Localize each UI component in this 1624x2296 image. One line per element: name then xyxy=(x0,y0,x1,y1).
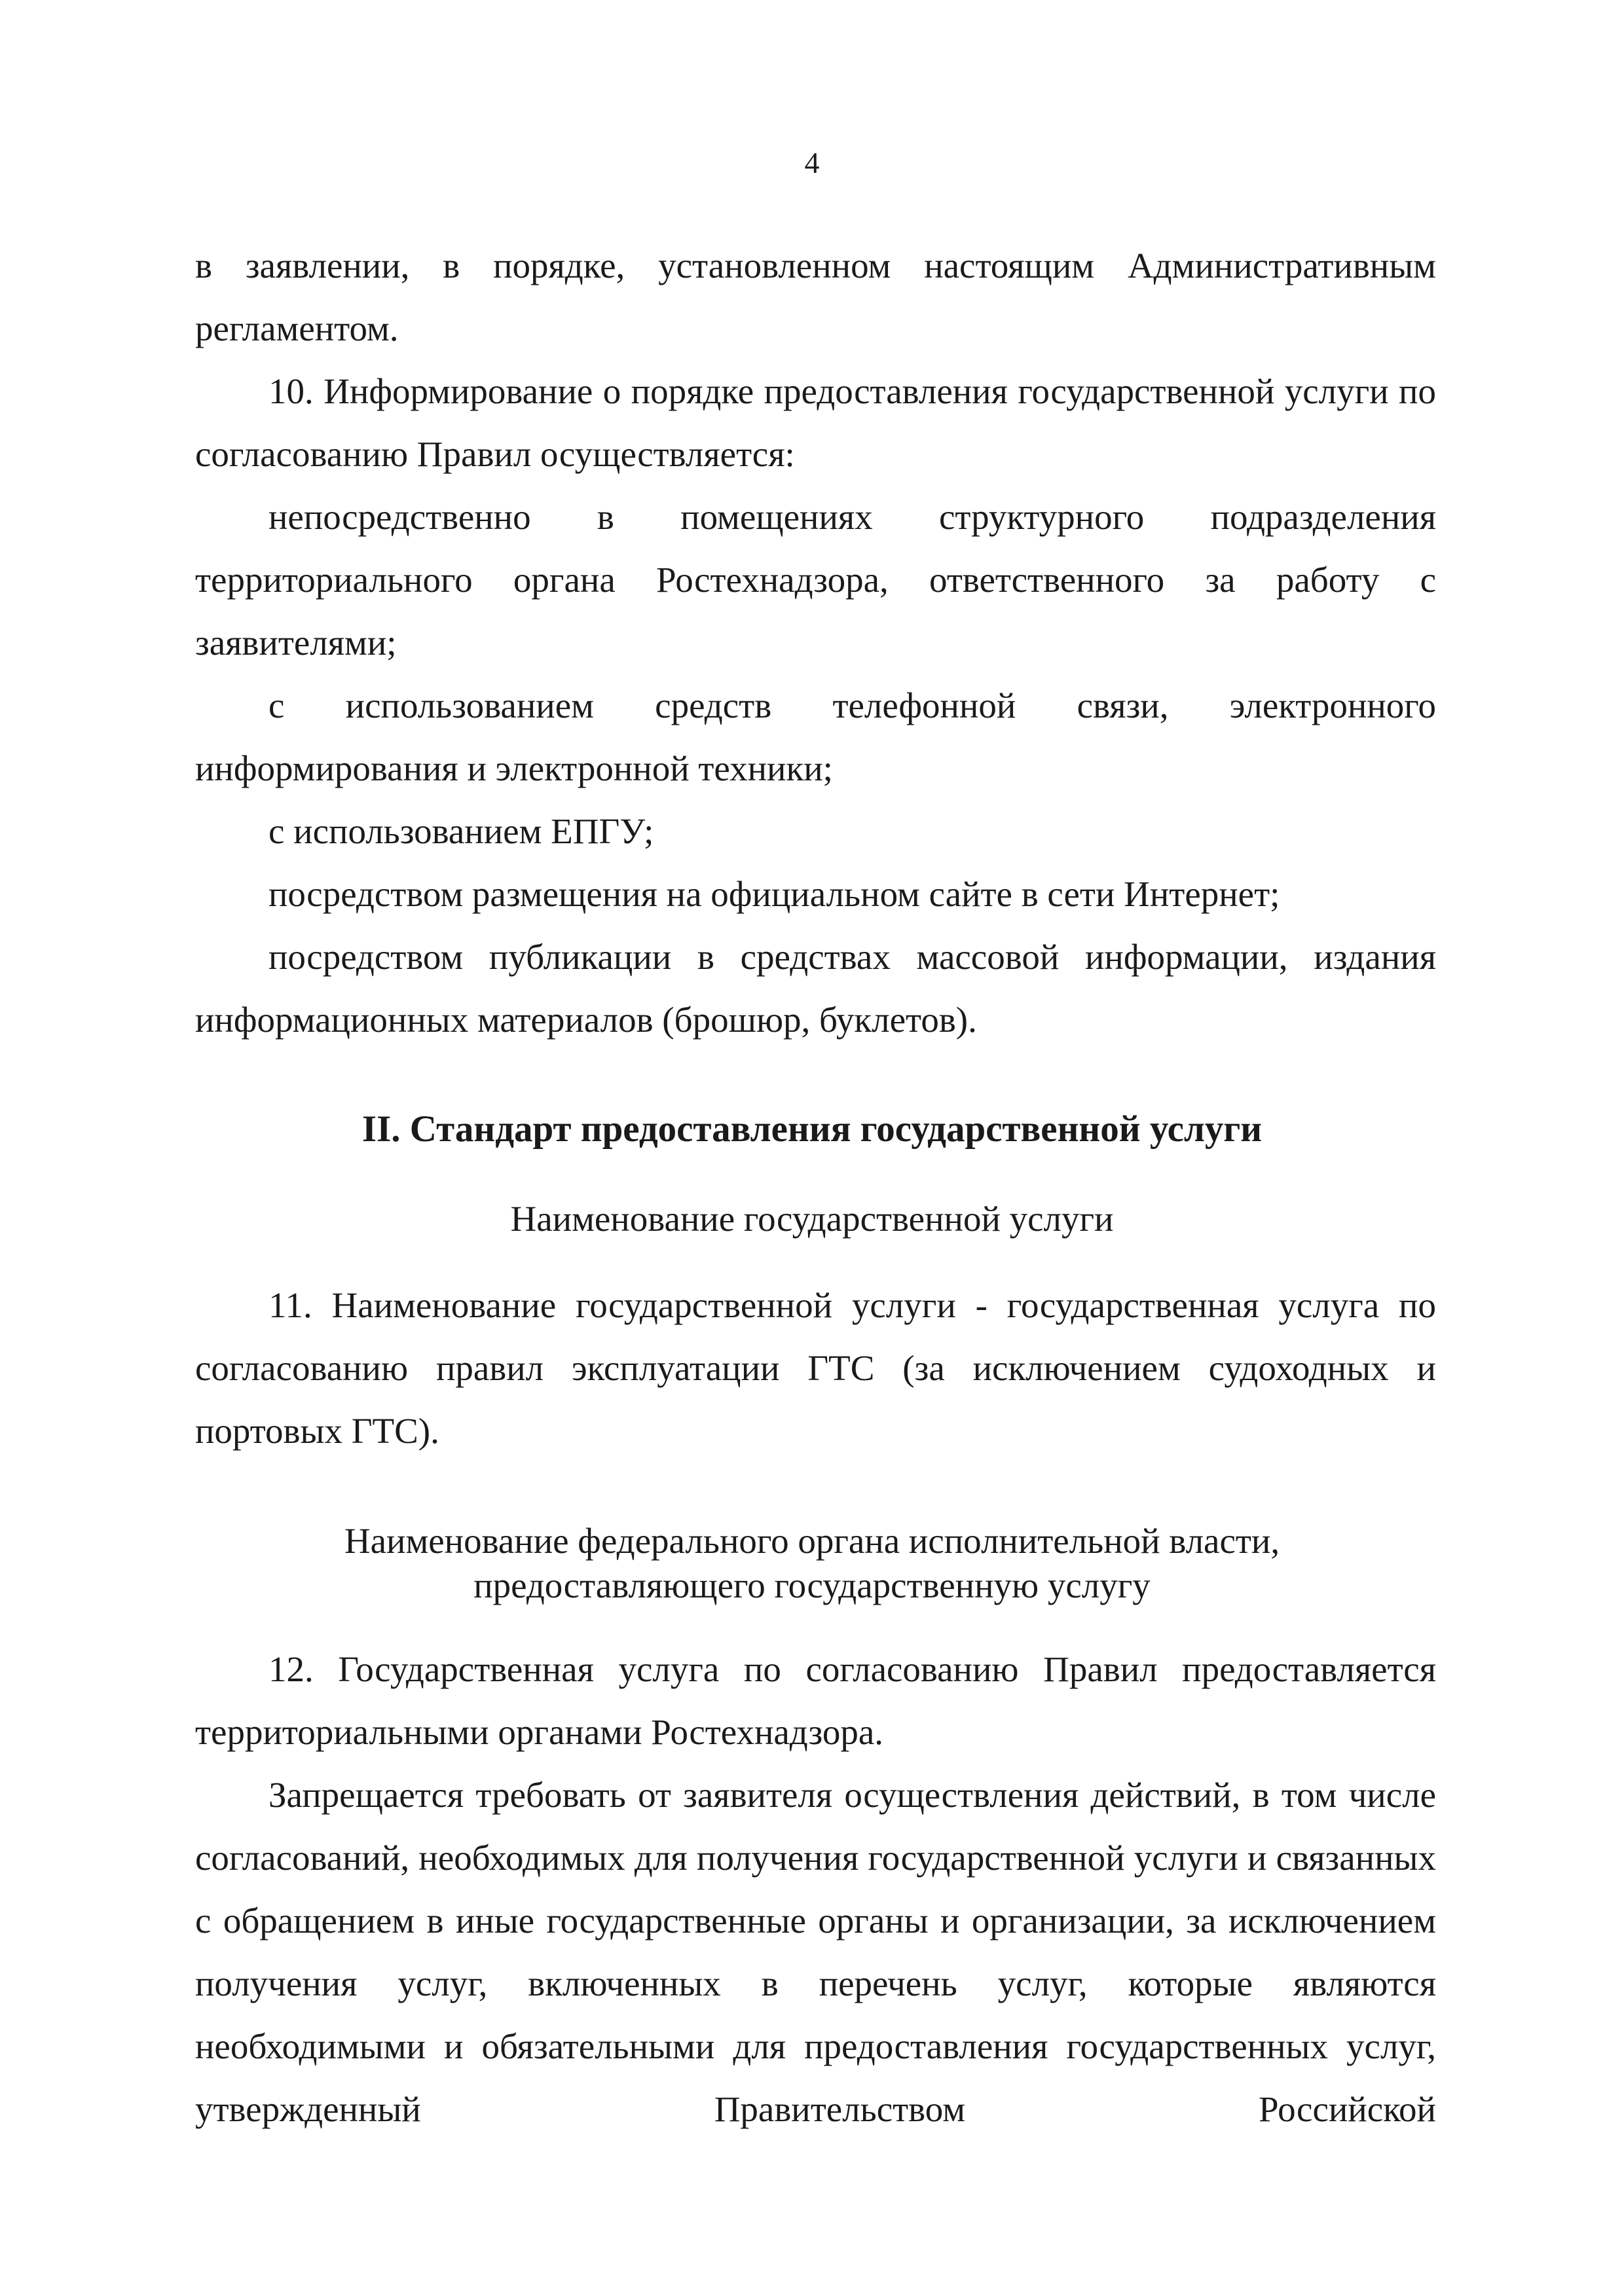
paragraph-prohibition: Запрещается требовать от заявителя осуществления действий, в том числе согласований, необходимых для получения государственной услуги и связанных с обращением в иные государственные органы и организации, за исключением получения услуг, включенных в перечень услуг, которые являются необходимыми и обязательными для предоставления государственных услуг, утвержденный Правительством Российской xyxy=(195,1775,1436,2129)
subtitle-authority-line1: Наименование федерального органа исполнительной власти, xyxy=(344,1521,1280,1561)
page-number: 4 xyxy=(804,146,820,179)
paragraph-info-website: посредством размещения на официальном сайте в сети Интернет; xyxy=(268,874,1280,914)
paragraph-12: 12. Государственная услуга по согласованию Правил предоставляется территориальными органами Ростехнадзора. xyxy=(195,1649,1436,1752)
subtitle-service-name: Наименование государственной услуги xyxy=(510,1199,1114,1239)
paragraph-11: 11. Наименование государственной услуги - государственная услуга по согласованию правил эксплуатации ГТС (за исключением судоходных и портовых ГТС). xyxy=(195,1285,1436,1451)
paragraph-info-phone: с использованием средств телефонной связи, электронного информирования и электронной техники; xyxy=(195,685,1436,788)
paragraph-info-premises: непосредственно в помещениях структурного подразделения территориального органа Ростехнадзора, ответственного за работу с заявителями; xyxy=(195,497,1436,663)
paragraph-info-media: посредством публикации в средствах массовой информации, издания информационных материалов (брошюр, буклетов). xyxy=(195,937,1436,1040)
paragraph-10: 10. Информирование о порядке предоставления государственной услуги по согласованию Правил осуществляется: xyxy=(195,371,1436,474)
subtitle-authority-line2: предоставляющего государственную услугу xyxy=(473,1565,1151,1605)
section-title: II. Стандарт предоставления государственной услуги xyxy=(361,1108,1263,1150)
paragraph-info-epgu: с использованием ЕПГУ; xyxy=(268,811,654,851)
paragraph-continuation: в заявлении, в порядке, установленном настоящим Административным регламентом. xyxy=(195,246,1436,348)
